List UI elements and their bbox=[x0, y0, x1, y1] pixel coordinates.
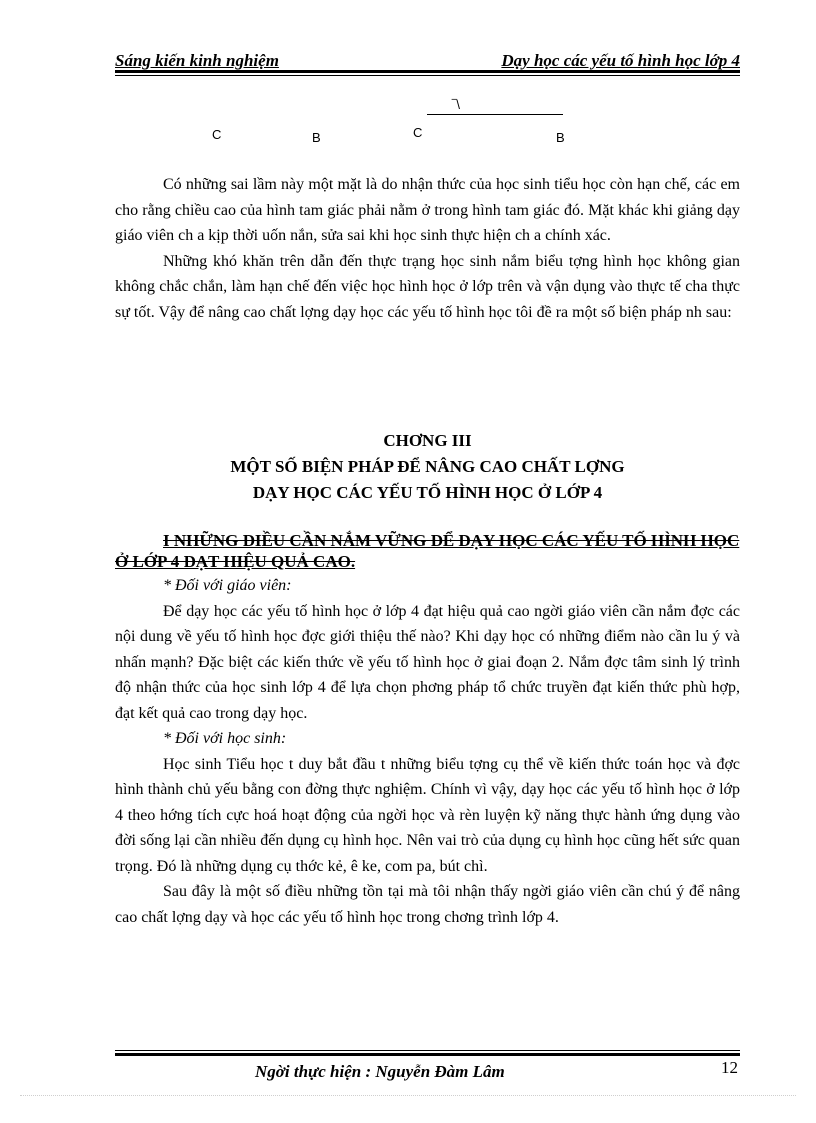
header-rule-thin bbox=[115, 75, 740, 76]
chapter-number: CHƠNG III bbox=[383, 431, 472, 450]
footer-rule bbox=[115, 1053, 740, 1056]
body-block-1 bbox=[115, 172, 740, 325]
header-right-title: Dạy học các yếu tố hình học lớp 4 bbox=[501, 51, 740, 70]
chapter-title-line1: MỘT SỐ BIỆN PHÁP ĐỂ NÂNG CAO CHẤT LỢNG bbox=[230, 457, 625, 476]
figure-label-b2: B bbox=[556, 130, 565, 145]
footer-rule-thin bbox=[115, 1050, 740, 1051]
figure-label-c2: C bbox=[413, 125, 423, 140]
figure-label-b1: B bbox=[312, 130, 321, 145]
chapter-title-line2: DẠY HỌC CÁC YẾU TỐ HÌNH HỌC Ở LỚP 4 bbox=[252, 483, 603, 502]
student-label: * Đối với học sinh: bbox=[163, 730, 287, 747]
section-heading: I NHỮNG ĐIỀU CẦN NẮM VỮNG ĐỂ DẠY HỌC CÁC YẾU TỐ HÌNH HỌC Ở LỚP 4 ĐẠT HIỆU QUẢ CAO. bbox=[115, 531, 740, 571]
header-rule bbox=[115, 70, 740, 73]
paragraph-teacher: Để dạy học các yếu tố hình học ở lớp 4 đạt hiệu quả cao ngời giáo viên cần nắm đợc các nội dung về yếu tố hình học đợc giới thiệu thế nào? Khi dạy học có những điểm nào cần lu ý và nhấn mạnh? Đặc biệt các kiến thức về yếu tố hình học ở giai đoạn 2. Nắm đợc tâm sinh lý trình độ nhận thức của học sinh lớp 4 để lựa chọn phơng pháp tổ chức truyền đạt kiến thức phù hợp, đạt kết quả cao trong dạy học. bbox=[115, 602, 740, 722]
paragraph-student: Học sinh Tiểu học t duy bắt đầu t những biểu tợng cụ thể về kiến thức toán học và đợc hình thành chủ yếu bằng con đờng thực nghiệm. Chính vì vậy, dạy học các yếu tố hình học ở lớp 4 theo hớng tích cực hoá hoạt động của ngời học và rèn luyện kỹ năng thực hành ứng dụng vào đời sống lại cần nhiều đến dụng cụ hình học. Nên vai trò của dụng cụ hình học cũng hết sức quan trọng. Đó là những dụng cụ thớc kẻ, ê ke, com pa, bút chì. bbox=[115, 755, 740, 875]
paragraph-misconception: Có những sai lầm này một mặt là do nhận thức của học sinh tiểu học còn hạn chế, các em cho rằng chiều cao của hình tam giác phải nằm ở trong hình tam giác đó. Mặt khác khi giảng dạy giáo viên ch a kịp thời uốn nắn, sửa sai khi học sinh thực hiện ch a chính xác. bbox=[115, 176, 740, 244]
paragraph-closing: Sau đây là một số điều những tồn tại mà tôi nhận thấy ngời giáo viên cần chú ý để nâng cao chất lợng dạy và học các yếu tố hình học trong chơng trình lớp 4. bbox=[115, 883, 740, 926]
chapter-heading bbox=[115, 428, 740, 506]
paragraph-difficulties: Những khó khăn trên dẫn đến thực trạng học sinh nắm biểu tợng hình học không gian không chắc chắn, làm hạn chế đến việc học hình học ở lớp trên và vận dụng vào thực tế cha thực sự tốt. Vậy để nâng cao chất lợng dạy học các yếu tố hình học tôi đề ra một số biện pháp nh sau: bbox=[115, 252, 740, 321]
figure-label-c1: C bbox=[212, 127, 222, 142]
page-header bbox=[115, 52, 740, 70]
teacher-label: * Đối với giáo viên: bbox=[163, 577, 292, 594]
figure-segment bbox=[427, 114, 563, 115]
header-left-title: Sáng kiến kinh nghiệm bbox=[115, 51, 279, 70]
page-number: 12 bbox=[721, 1058, 738, 1077]
body-block-2 bbox=[115, 573, 740, 930]
footer-author: Ngời thực hiện : Nguyễn Đàm Lâm bbox=[255, 1062, 505, 1081]
page-edge-dots bbox=[20, 1095, 796, 1096]
figure-top-mark: ‾\ bbox=[452, 97, 460, 112]
